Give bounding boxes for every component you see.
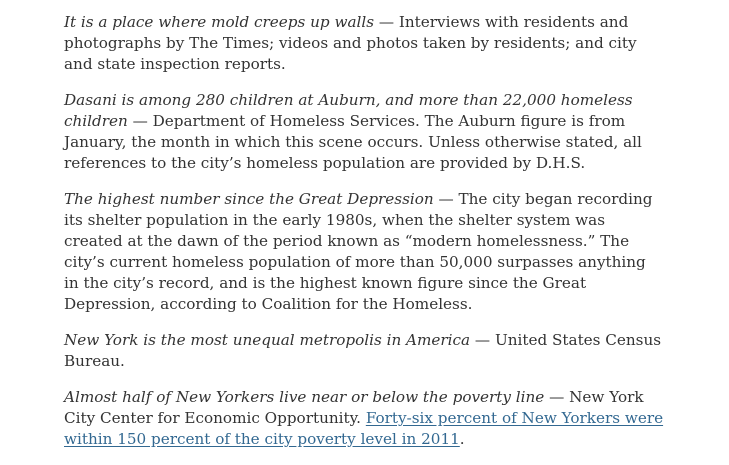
note-lead: It is a place where mold creeps up walls (64, 13, 375, 31)
note-body: Department of Homeless Services. The Auburn figure is from January, the month in which this scene occurs. Unless otherwise stated, all references to the city’s homeless population are provided by D.H.S. (64, 112, 642, 172)
note-great-depression (64, 189, 664, 315)
note-separator: — (544, 388, 570, 406)
note-body: The city began recording its shelter population in the early 1980s, when the shelter system was created at the dawn of the period known as “modern homelessness.” The city’s current homeless population of more than 50,000 surpasses anything in the city’s record, and is the highest known figure since the Great Depression, according to Coalition for the Homeless. (64, 190, 653, 313)
poverty-level-link[interactable]: Forty-six percent of New Yorkers were within 150 percent of the city poverty level in 2011 (64, 409, 664, 448)
note-separator: — (127, 112, 153, 130)
note-separator: — (470, 331, 495, 349)
note-body: Interviews with residents and photographs by The Times; videos and photos taken by residents; and city and state inspection reports. (64, 13, 637, 73)
note-body: United States Census Bureau. (64, 331, 662, 370)
note-unequal-metropolis (64, 330, 664, 372)
note-separator: — (433, 190, 459, 208)
note-mold (64, 12, 664, 75)
note-body: New York City Center for Economic Opportunity. (64, 388, 644, 427)
note-lead: New York is the most unequal metropolis in America (64, 331, 471, 349)
source-notes (64, 12, 664, 465)
note-lead: The highest number since the Great Depression (64, 190, 434, 208)
note-lead: Almost half of New Yorkers live near or below the poverty line (64, 388, 545, 406)
note-poverty-line (64, 387, 664, 450)
note-lead: Dasani is among 280 children at Auburn, and more than 22,000 homeless children (64, 91, 633, 130)
note-separator: — (374, 13, 399, 31)
note-dasani-auburn (64, 90, 664, 174)
note-trailing: . (459, 430, 465, 448)
